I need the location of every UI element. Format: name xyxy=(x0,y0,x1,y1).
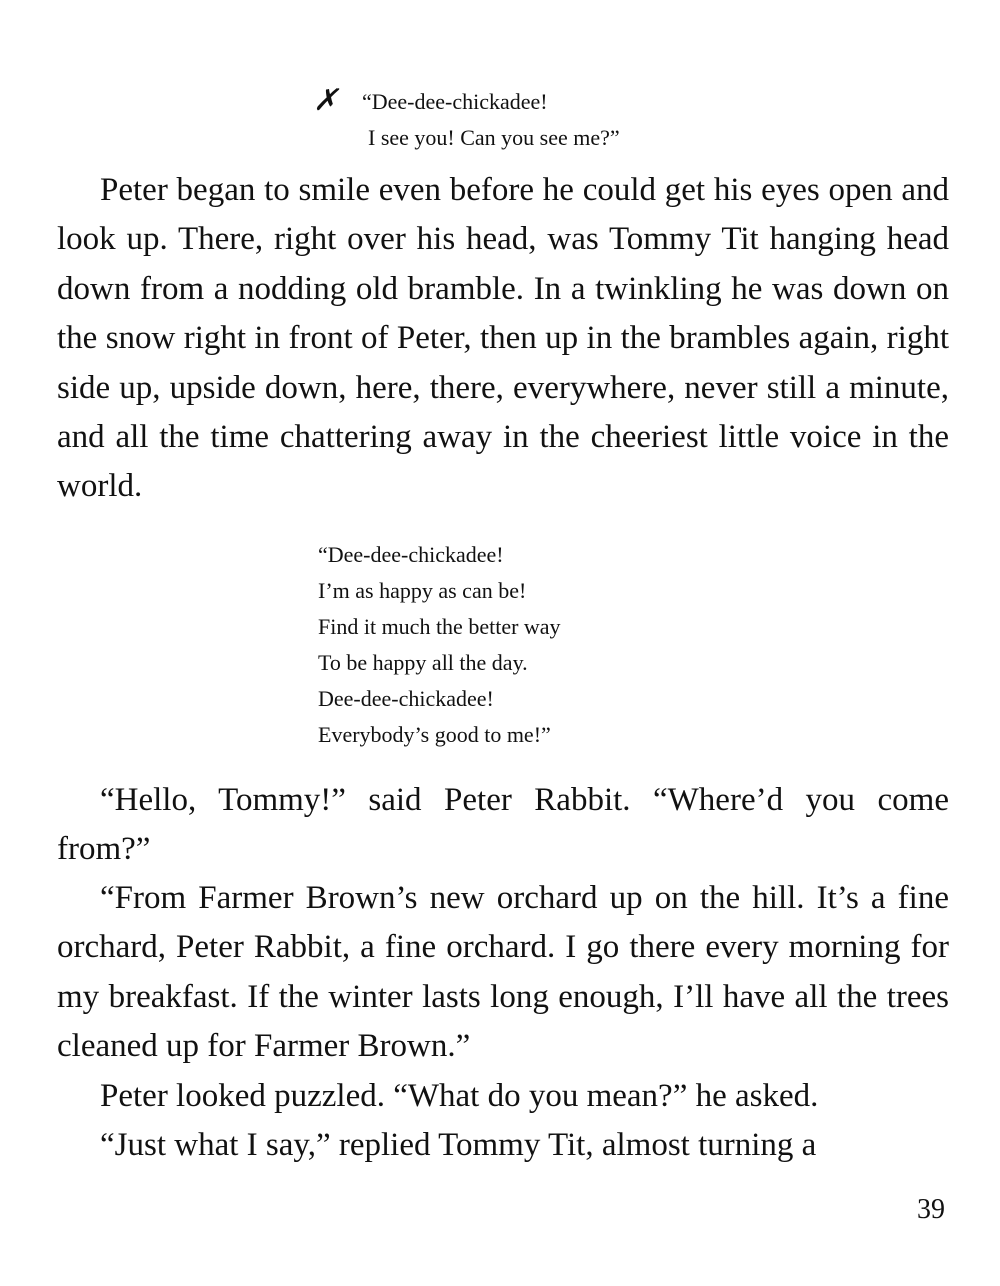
verse-line: I’m as happy as can be! xyxy=(318,578,527,603)
paragraph: Peter looked puzzled. “What do you mean?” he asked. xyxy=(100,1078,819,1114)
verse-line: “Dee-dee-chickadee! xyxy=(318,542,504,567)
verse-line: To be happy all the day. xyxy=(318,650,528,675)
paragraph: “Hello, Tommy!” said Peter Rabbit. “Where’d you come from?” xyxy=(57,782,949,868)
verse-middle xyxy=(318,537,561,753)
verse-line: Find it much the better way xyxy=(318,614,561,639)
pencil-check-mark: ✗ xyxy=(313,84,339,117)
verse-top xyxy=(362,84,620,156)
page-number: 39 xyxy=(917,1194,945,1225)
verse-line: Dee-dee-chickadee! xyxy=(318,686,494,711)
verse-line: Everybody’s good to me!” xyxy=(318,722,551,747)
verse-line: “Dee-dee-chickadee! xyxy=(362,89,548,114)
paragraph: “From Farmer Brown’s new orchard up on the hill. It’s a fine orchard, Peter Rabbit, a fine orchard. I go there every morning for my breakfast. If the winter lasts long enough, I’ll have all the trees cleaned up for Farmer Brown.” xyxy=(57,880,949,1065)
verse-line: I see you! Can you see me?” xyxy=(368,125,620,150)
paragraph: Peter began to smile even before he could get his eyes open and look up. There, right over his head, was Tommy Tit hanging head down from a nodding old bramble. In a twinkling he was down on the snow right in front of Peter, then up in the brambles again, right side up, upside down, here, there, everywhere, never still a minute, and all the time chattering away in the cheeriest little voice in the world. xyxy=(57,172,949,505)
paragraph: “Just what I say,” replied Tommy Tit, almost turning a xyxy=(100,1127,817,1163)
